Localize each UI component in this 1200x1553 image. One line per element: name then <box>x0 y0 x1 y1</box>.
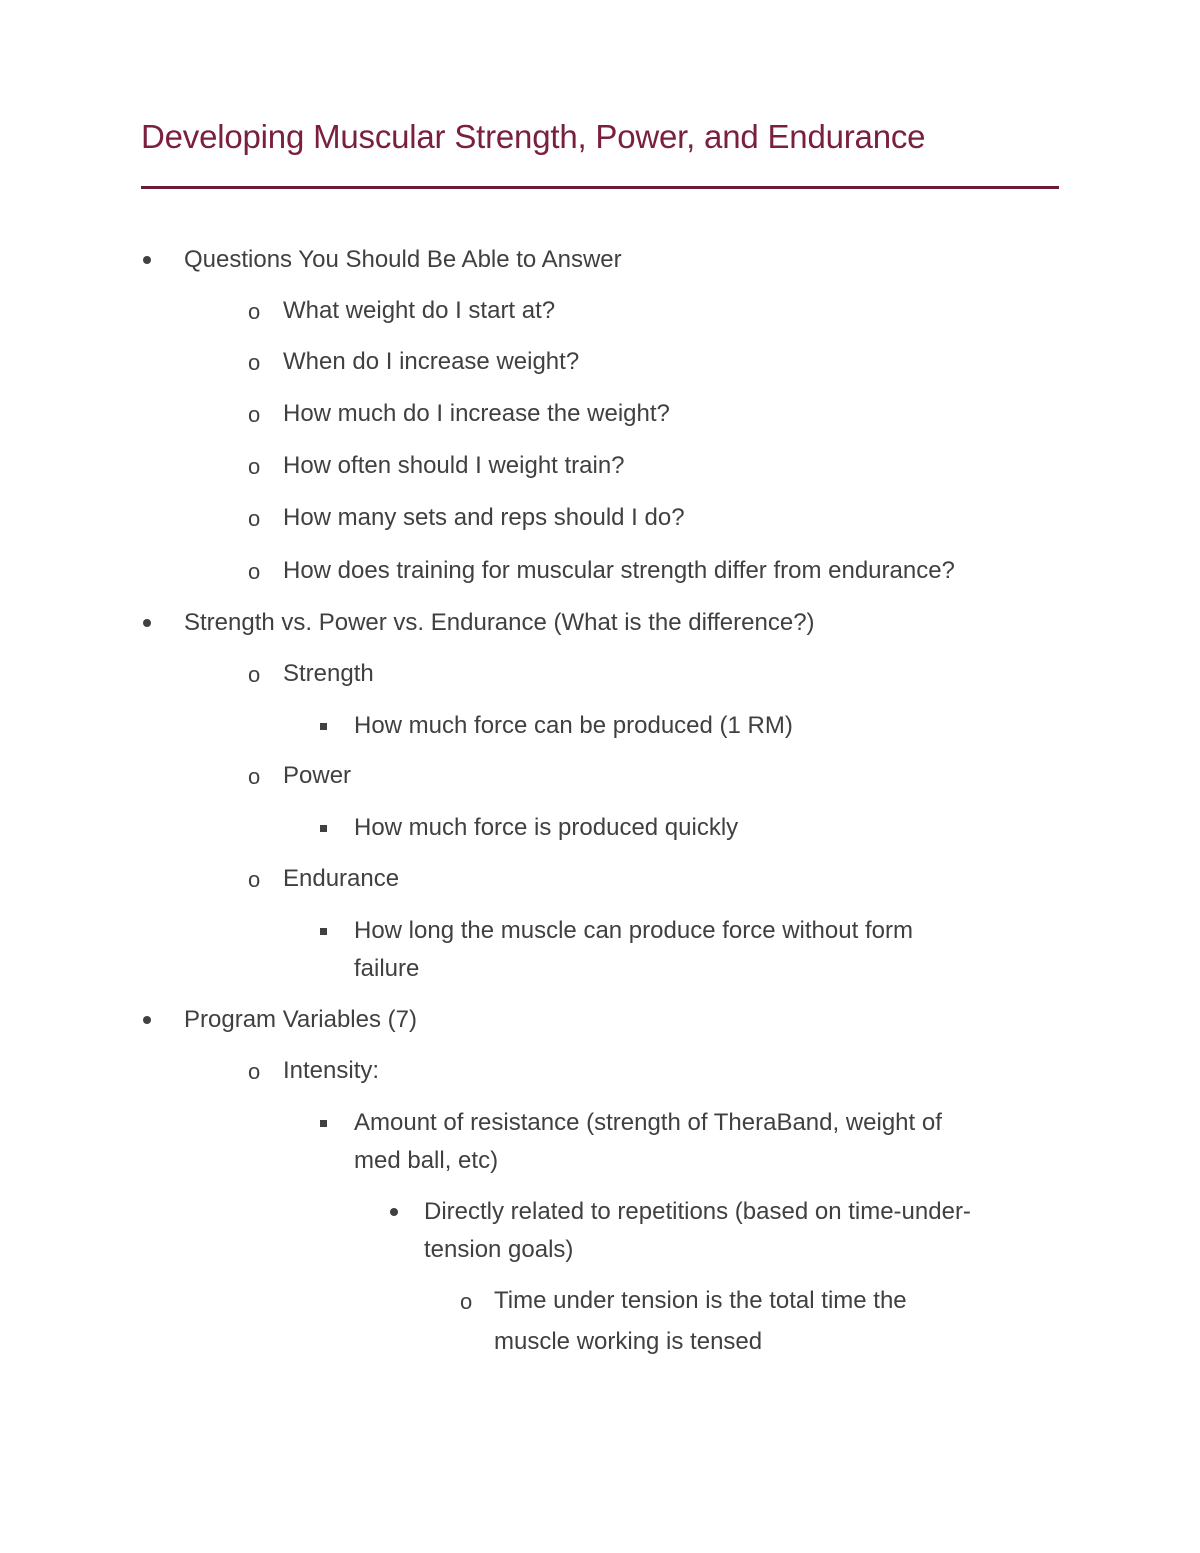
list-item-strength: Strength <box>283 660 374 687</box>
bullet-dot-icon <box>390 1208 398 1216</box>
list-item-detail: How much force can be produced (1 RM) <box>354 712 793 739</box>
list-item-detail-continuation: med ball, etc) <box>354 1147 499 1174</box>
square-bullet-icon <box>320 825 327 832</box>
circle-bullet-icon: o <box>248 402 261 427</box>
circle-bullet-icon: o <box>460 1289 473 1314</box>
circle-bullet-icon: o <box>248 559 261 584</box>
bullet-dot-icon <box>143 619 151 627</box>
circle-bullet-icon: o <box>248 454 261 479</box>
section-heading-differences: Strength vs. Power vs. Endurance (What is the difference?) <box>184 609 815 636</box>
section-heading-questions: Questions You Should Be Able to Answer <box>184 246 622 273</box>
list-item-detail: Amount of resistance (strength of TheraBand, weight of <box>354 1109 942 1136</box>
list-item: How many sets and reps should I do? <box>283 504 685 531</box>
list-item-detail: How long the muscle can produce force without form <box>354 917 913 944</box>
square-bullet-icon <box>320 1120 327 1127</box>
list-item: What weight do I start at? <box>283 297 556 324</box>
circle-bullet-icon: o <box>248 867 261 892</box>
page-title: Developing Muscular Strength, Power, and Endurance <box>141 118 926 155</box>
list-item: How often should I weight train? <box>283 452 625 479</box>
list-item-subdetail-continuation: tension goals) <box>424 1236 574 1263</box>
list-item: How does training for muscular strength differ from endurance? <box>283 557 955 584</box>
list-item-endurance: Endurance <box>283 865 400 892</box>
circle-bullet-icon: o <box>248 506 261 531</box>
list-item-detail: How much force is produced quickly <box>354 814 739 841</box>
list-item-intensity: Intensity: <box>283 1057 380 1084</box>
circle-bullet-icon: o <box>248 299 261 324</box>
list-item-subsubdetail: Time under tension is the total time the <box>494 1287 907 1314</box>
bullet-dot-icon <box>143 256 151 264</box>
list-item-subsubdetail-continuation: muscle working is tensed <box>494 1328 763 1355</box>
square-bullet-icon <box>320 723 327 730</box>
list-item: How much do I increase the weight? <box>283 400 670 427</box>
title-divider <box>141 186 1059 189</box>
bullet-dot-icon <box>143 1016 151 1024</box>
circle-bullet-icon: o <box>248 350 261 375</box>
section-heading-program-variables: Program Variables (7) <box>184 1006 417 1033</box>
circle-bullet-icon: o <box>248 1059 261 1084</box>
square-bullet-icon <box>320 928 327 935</box>
list-item-subdetail: Directly related to repetitions (based on time-under- <box>424 1198 971 1225</box>
circle-bullet-icon: o <box>248 662 261 687</box>
list-item: When do I increase weight? <box>283 348 580 375</box>
list-item-power: Power <box>283 762 352 789</box>
list-item-detail-continuation: failure <box>354 955 420 982</box>
circle-bullet-icon: o <box>248 764 261 789</box>
